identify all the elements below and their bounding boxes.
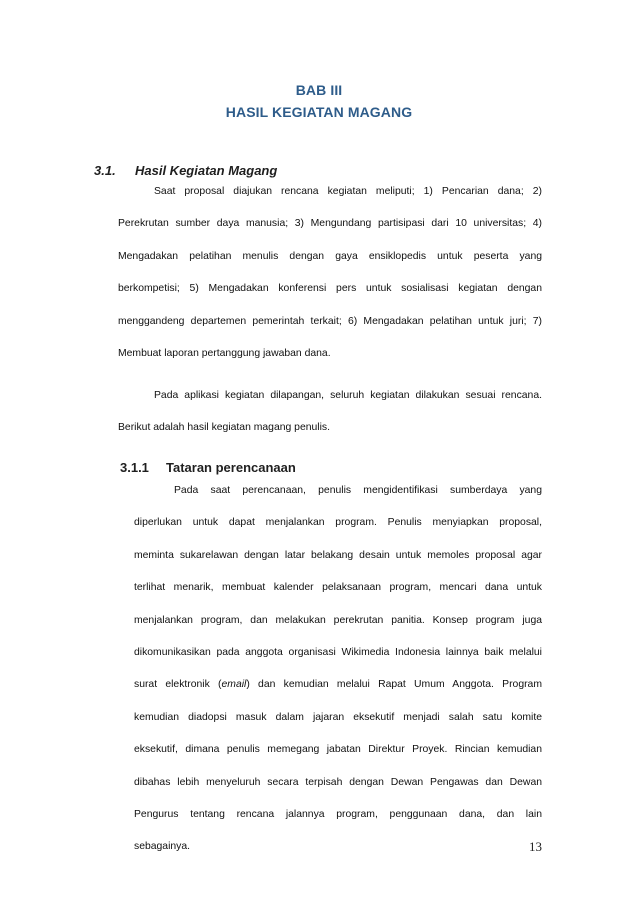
paragraph-3 (134, 475, 542, 864)
chapter-number: BAB III (295, 82, 343, 98)
text-line (134, 669, 542, 701)
text-line: meminta sukarelawan dengan latar belakang desain untuk memoles proposal agar (134, 549, 542, 561)
text-line: Saat proposal diajukan rencana kegiatan meliputi; 1) Pencarian dana; 2) (154, 186, 542, 197)
text-line: Pengurus tentang rencana jalannya program, penggunaan dana, dan lain (134, 808, 542, 820)
text-line: kemudian diadopsi masuk dalam jajaran eksekutif menjadi salah satu komite (134, 711, 542, 723)
text-line: Pada saat perencanaan, penulis mengidentifikasi sumberdaya yang (174, 485, 542, 496)
text-line: diperlukan untuk dapat menjalankan program. Penulis menyiapkan proposal, (134, 517, 542, 529)
text-line: Membuat laporan pertanggung jawaban dana. (118, 347, 331, 359)
text-line: sebagainya. (134, 841, 191, 853)
page-number: 13 (529, 839, 542, 854)
text-line: Mengadakan pelatihan menulis dengan gaya ensiklopedis untuk peserta yang (118, 250, 542, 262)
text-line: eksekutif, dimana penulis memegang jabatan Direktur Proyek. Rincian kemudian (134, 744, 542, 756)
email-term: email (221, 679, 247, 691)
paragraph-2 (118, 380, 542, 445)
section-title: Hasil Kegiatan Magang (135, 163, 278, 178)
text-line: terlihat menarik, membuat kalender pelaksanaan program, mencari dana untuk (134, 582, 542, 594)
text-fragment: ) dan kemudian melalui Rapat Umum Anggota. Program (246, 679, 542, 691)
text-line: Perekrutan sumber daya manusia; 3) Mengundang partisipasi dari 10 universitas; 4) (118, 218, 542, 230)
subsection-number: 3.1.1 (120, 460, 149, 475)
chapter-title: HASIL KEGIATAN MAGANG (225, 104, 413, 120)
text-line: dikomunikasikan pada anggota organisasi Wikimedia Indonesia lainnya baik melalui (134, 646, 542, 658)
text-line: menjalankan program, dan melakukan perekrutan panitia. Konsep program juga (134, 614, 542, 626)
text-fragment: surat elektronik ( (134, 679, 222, 691)
text-line: Berikut adalah hasil kegiatan magang penulis. (118, 422, 330, 434)
subsection-title: Tataran perencanaan (166, 460, 296, 475)
text-line: menggandeng departemen pemerintah terkait; 6) Mengadakan pelatihan untuk juri; 7) (118, 315, 542, 327)
subsection-heading (120, 460, 296, 475)
text-line: dibahas lebih menyeluruh secara terpisah dengan Dewan Pengawas dan Dewan (134, 776, 542, 788)
paragraph-1 (118, 174, 542, 370)
text-line: Pada aplikasi kegiatan dilapangan, seluruh kegiatan dilakukan sesuai rencana. (154, 390, 542, 401)
text-line: berkompetisi; 5) Mengadakan konferensi pers untuk sosialisasi kegiatan dengan (118, 283, 542, 295)
section-number: 3.1. (94, 163, 116, 178)
